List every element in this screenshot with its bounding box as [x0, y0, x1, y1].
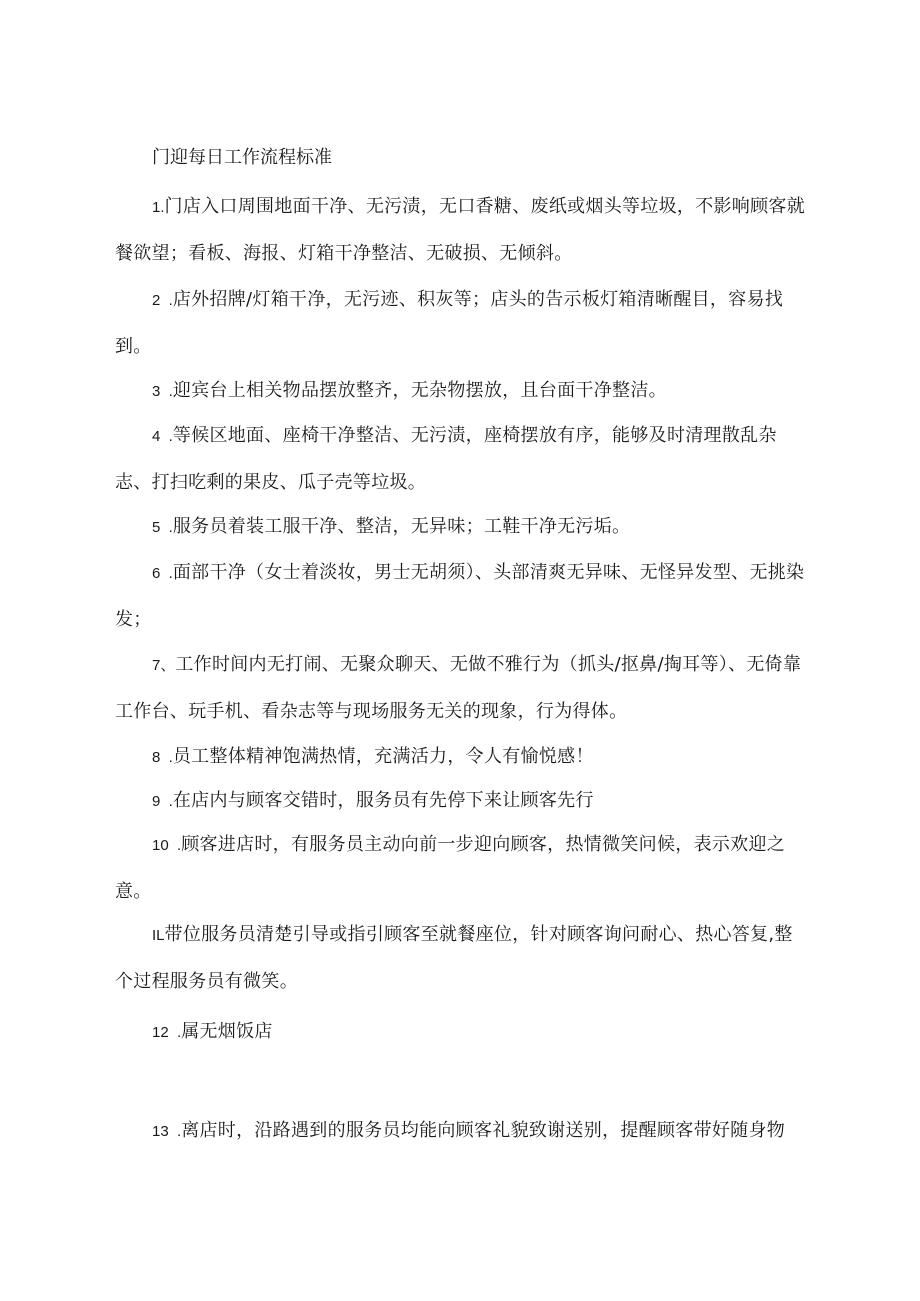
- item-number: IL: [152, 927, 165, 944]
- list-item-7: [115, 642, 810, 735]
- list-item-12: [115, 1009, 810, 1056]
- item-number: 12 .: [152, 1024, 182, 1041]
- list-item-5: [115, 504, 810, 551]
- item-text: 顾客进店时，有服务员主动向前一步迎向顾客，热情微笑问候，表示欢迎之意。: [115, 834, 786, 902]
- list-item-6: [115, 550, 810, 643]
- item-number: 3 .: [152, 383, 173, 400]
- item-number: 5 .: [152, 519, 173, 536]
- list-item-8: [115, 734, 810, 781]
- item-text: 在店内与顾客交错时，服务员有先停下来让顾客先行: [172, 790, 594, 811]
- item-number: 7、: [152, 657, 176, 674]
- list-item-10: [115, 822, 810, 915]
- document-title: 门迎每日工作流程标准: [152, 147, 332, 168]
- item-number: 8 .: [152, 749, 173, 766]
- list-item-3: [115, 368, 810, 415]
- item-number: 1.: [152, 199, 165, 216]
- item-text: 工作时间内无打闹、无聚众聊天、无做不雅行为（抓头/抠鼻/掏耳等）、无倚靠工作台、玩手机、看杂志等与现场服务无关的现象，行为得体。: [115, 654, 802, 722]
- list-item-13: [115, 1108, 810, 1155]
- item-text: 离店时，沿路遇到的服务员均能向顾客礼貌致谢送别，提醒顾客带好随身物: [181, 1120, 786, 1141]
- item-number: 9 .: [152, 793, 173, 810]
- item-text: 员工整体精神饱满热情，充满活力，令人有愉悦感！: [172, 746, 594, 767]
- item-text: 迎宾台上相关物品摆放整齐，无杂物摆放，且台面干净整洁。: [172, 380, 667, 401]
- item-text: 店外招牌/灯箱干净，无污迹、积灰等；店头的告示板灯箱清晰醒目，容易找到。: [115, 289, 784, 357]
- item-number: 13 .: [152, 1123, 182, 1140]
- item-text: 面部干净（女士着淡妆，男士无胡须）、头部清爽无异味、无怪异发型、无挑染发；: [115, 562, 805, 630]
- item-text: 属无烟饭店: [181, 1021, 273, 1042]
- item-text: 门店入口周围地面干净、无污渍，无口香糖、废纸或烟头等垃圾，不影响顾客就餐欲望；看板、海报、灯箱干净整洁、无破损、无倾斜。: [115, 196, 806, 264]
- item-number: 10 .: [152, 837, 182, 854]
- list-item-11: [115, 912, 810, 1005]
- item-text: 服务员着装工服干净、整洁，无异味；工鞋干净无污垢。: [172, 516, 631, 537]
- list-item-1: [115, 184, 810, 277]
- item-number: 6 .: [152, 565, 173, 582]
- item-text: 带位服务员清楚引导或指引顾客至就餐座位，针对顾客询问耐心、热心答复,整个过程服务员有微笑。: [115, 924, 793, 992]
- list-item-4: [115, 413, 810, 506]
- list-item-9: [115, 778, 810, 825]
- item-number: 4 .: [152, 428, 173, 445]
- list-item-2: [115, 277, 810, 370]
- item-text: 等候区地面、座椅干净整洁、无污渍，座椅摆放有序，能够及时清理散乱杂志、打扫吃剩的果皮、瓜子壳等垃圾。: [115, 425, 777, 493]
- item-number: 2 .: [152, 292, 173, 309]
